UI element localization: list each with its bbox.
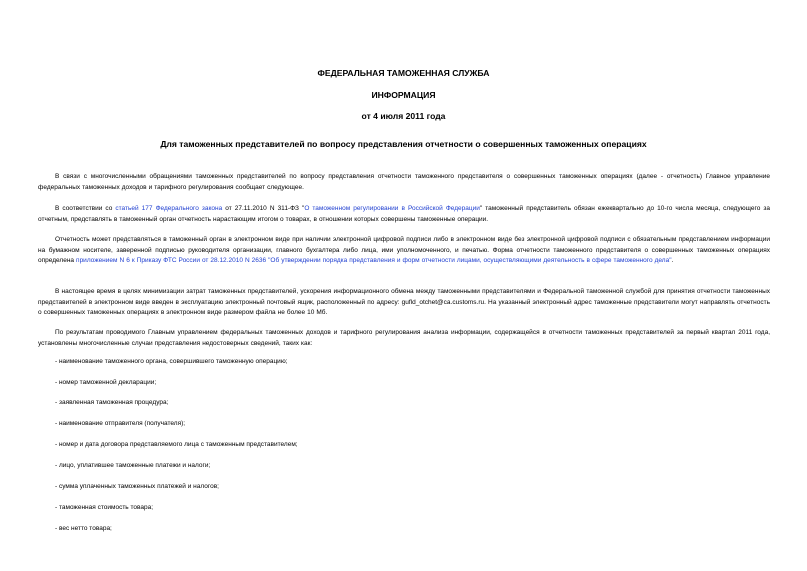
paragraph-5-text: По результатам проводимого Главным управлением федеральных таможенных доходов и тарифного регулирования анализа информации, содержащейся в отчетности таможенных представителей за первый квартал 2011 года, установлены многочисленные случаи представления недостоверных сведений, таких как: [38,329,770,347]
document-type: ИНФОРМАЦИЯ [371,90,436,100]
list-item: - лицо, уплатившее таможенные платежи и налоги; [55,462,211,469]
list-item: - заявленная таможенная процедура; [55,399,169,406]
document-date: от 4 июля 2011 года [361,111,446,121]
document-subject: Для таможенных представителей по вопросу представления отчетности о совершенных таможенных операциях [160,139,647,149]
list-item: - таможенная стоимость товара; [55,504,154,511]
list-item: - наименование отправителя (получателя); [55,420,186,427]
list-item: - вес нетто товара; [55,525,112,532]
agency-title: ФЕДЕРАЛЬНАЯ ТАМОЖЕННАЯ СЛУЖБА [317,68,490,78]
paragraph-3-after: . [671,257,674,264]
paragraph-2-before: В соответствии со [55,205,116,212]
paragraph-3-before: Отчетность может представляться в таможенный орган в электронном виде при наличии электронной цифровой подписи либо в электронном виде без электронной цифровой подписи с обязательным представлением информации на бумажном носителе, заверенной подписью руководителя организации, главного бухгалтера либо лица, ими уполномоченного, и печатью. Форма отчетности таможенного представителя о совершенных таможенных операциях определена [38,236,770,264]
list-item: - номер таможенной декларации; [55,379,157,386]
paragraph-3 [38,235,770,267]
list-item: - номер и дата договора представляемого лица с таможенным представителем; [55,441,298,448]
order-appendix-link[interactable]: приложением N 6 к Приказу ФТС России от 28.12.2010 N 2636 "Об утверждении порядка представления и форм отчетности лицами, осуществляющими деятельность в сфере таможенного дела" [76,257,672,264]
paragraph-1-text: В связи с многочисленными обращениями таможенных представителей по вопросу представления отчетности таможенного представителя о совершенных таможенных операциях (далее - отчетность) Главное управление федеральных таможенных доходов и тарифного регулирования сообщает следующее. [38,173,770,191]
paragraph-4-text: В настоящее время в целях минимизации затрат таможенных представителей, ускорения информационного обмена между таможенными представителями и Федеральной таможенной службой для принятия отчетности таможенных представителей в электронном виде введен в эксплуатацию электронный почтовый ящик, расположенный по адресу: gufld_otchet@ca.customs.ru. На указанный электронный адрес таможенные представители могут направлять отчетность о совершенных таможенных операциях в электронном виде размером файла не более 10 Мб. [38,288,770,316]
paragraph-1 [38,172,770,193]
paragraph-2 [38,204,770,225]
paragraph-2-middle: от 27.11.2010 N 311-ФЗ " [222,205,305,212]
paragraph-5 [38,328,770,349]
paragraph-4 [38,287,770,319]
law-title-link[interactable]: О таможенном регулировании в Российской Федерации [304,205,480,212]
list-item: - наименование таможенного органа, совершившего таможенную операцию; [55,358,288,365]
paragraph-2-after: " таможенный представитель обязан ежеквартально до 10-го числа месяца, следующего за отчетным, представлять в таможенный орган отчетность нарастающим итогом о товарах, в отношении которых совершены таможенные операции. [38,205,770,223]
list-item: - сумма уплаченных таможенных платежей и налогов; [55,483,219,490]
law-article-link[interactable]: статьей 177 Федерального закона [115,205,223,212]
